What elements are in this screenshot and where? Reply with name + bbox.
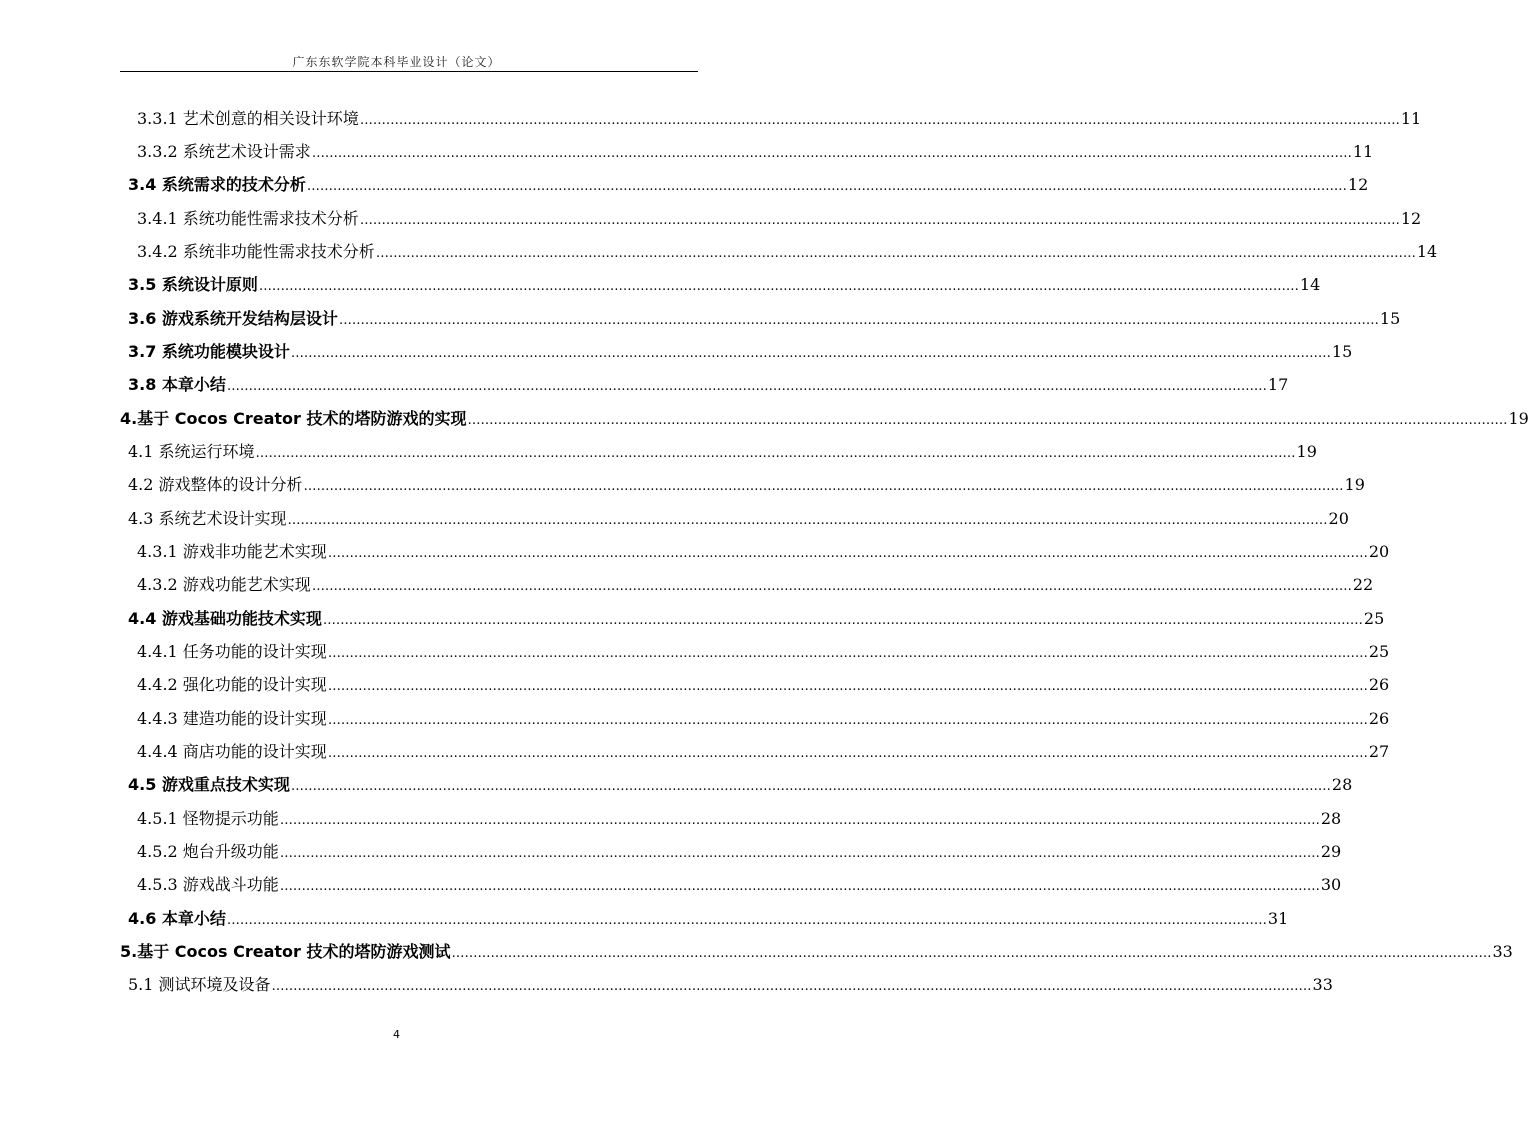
toc-entry[interactable] [128, 606, 1385, 630]
toc-leader-dots: …………………………………………………………………………………………………………………………………………………………………………………………………………………… [311, 146, 1352, 161]
toc-entry-label: 4.基于 Cocos Creator 技术的塔防游戏的实现 [120, 409, 467, 428]
toc-entry-page: 11 [1352, 142, 1374, 161]
toc-entry-page: 22 [1352, 575, 1374, 594]
toc-leader-dots: …………………………………………………………………………………………………………………………………………………………………………………………………………………… [303, 479, 1344, 494]
toc-leader-dots: …………………………………………………………………………………………………………………………………………………………………………………………………………………… [290, 346, 1331, 361]
toc-entry[interactable] [137, 106, 1422, 130]
toc-entry[interactable] [137, 139, 1374, 163]
toc-entry-page: 28 [1331, 775, 1353, 794]
toc-entry-page: 28 [1320, 809, 1342, 828]
toc-leader-dots: …………………………………………………………………………………………………………………………………………………………………………………………………………………… [290, 779, 1331, 794]
toc-entry-label: 4.5.3 游戏战斗功能 [137, 875, 279, 894]
toc-entry-page: 20 [1368, 542, 1390, 561]
toc-leader-dots: …………………………………………………………………………………………………………………………………………………………………………………………………………………… [271, 979, 1312, 994]
toc-entry-label: 3.3.1 艺术创意的相关设计环境 [137, 109, 359, 128]
toc-entry[interactable] [137, 839, 1342, 863]
toc-entry-page: 17 [1267, 375, 1289, 394]
toc-entry-page: 19 [1508, 409, 1529, 428]
toc-entry[interactable] [137, 706, 1390, 730]
toc-entry[interactable] [128, 339, 1353, 363]
toc-entry-page: 12 [1347, 175, 1369, 194]
toc-entry-label: 3.6 游戏系统开发结构层设计 [128, 309, 338, 328]
toc-entry-label: 4.5 游戏重点技术实现 [128, 775, 290, 794]
toc-leader-dots: …………………………………………………………………………………………………………………………………………………………………………………………………………………… [226, 913, 1267, 928]
toc-entry-page: 20 [1328, 509, 1349, 528]
toc-entry-page: 19 [1296, 442, 1317, 461]
toc-entry-page: 27 [1368, 742, 1390, 761]
toc-leader-dots: …………………………………………………………………………………………………………………………………………………………………………………………………………………… [226, 379, 1267, 394]
toc-entry[interactable] [128, 439, 1317, 463]
toc-entry-page: 33 [1492, 942, 1513, 961]
toc-entry-label: 4.3.1 游戏非功能艺术实现 [137, 542, 327, 561]
toc-entry-label: 4.6 本章小结 [128, 909, 226, 928]
toc-entry-page: 26 [1368, 709, 1390, 728]
toc-leader-dots: …………………………………………………………………………………………………………………………………………………………………………………………………………………… [359, 213, 1400, 228]
toc-entry-label: 4.4.2 强化功能的设计实现 [137, 675, 327, 694]
toc-leader-dots: …………………………………………………………………………………………………………………………………………………………………………………………………………………… [375, 246, 1416, 261]
toc-entry-label: 3.8 本章小结 [128, 375, 226, 394]
toc-entry-label: 5.基于 Cocos Creator 技术的塔防游戏测试 [120, 942, 451, 961]
page-header: 广东东软学院本科毕业设计（论文） [292, 55, 501, 69]
toc-leader-dots: …………………………………………………………………………………………………………………………………………………………………………………………………………………… [338, 313, 1379, 328]
toc-entry-label: 3.7 系统功能模块设计 [128, 342, 290, 361]
toc-entry-page: 15 [1331, 342, 1353, 361]
toc-entry-label: 3.4.2 系统非功能性需求技术分析 [137, 242, 375, 261]
toc-leader-dots: …………………………………………………………………………………………………………………………………………………………………………………………………………………… [327, 646, 1368, 661]
toc-entry-label: 3.5 系统设计原则 [128, 275, 258, 294]
toc-entry-page: 29 [1320, 842, 1342, 861]
toc-leader-dots: …………………………………………………………………………………………………………………………………………………………………………………………………………………… [287, 513, 1328, 528]
toc-entry-label: 3.3.2 系统艺术设计需求 [137, 142, 311, 161]
toc-entry[interactable] [128, 906, 1289, 930]
toc-entry-page: 14 [1299, 275, 1321, 294]
toc-entry[interactable] [128, 306, 1401, 330]
toc-entry-label: 4.5.2 炮台升级功能 [137, 842, 279, 861]
toc-entry-page: 25 [1368, 642, 1390, 661]
toc-leader-dots: …………………………………………………………………………………………………………………………………………………………………………………………………………………… [322, 613, 1363, 628]
toc-entry-page: 30 [1320, 875, 1342, 894]
toc-entry-label: 4.4.3 建造功能的设计实现 [137, 709, 327, 728]
toc-entry-label: 4.5.1 怪物提示功能 [137, 809, 279, 828]
toc-entry-label: 5.1 测试环境及设备 [128, 975, 271, 994]
toc-leader-dots: …………………………………………………………………………………………………………………………………………………………………………………………………………………… [311, 579, 1352, 594]
toc-leader-dots: …………………………………………………………………………………………………………………………………………………………………………………………………………………… [258, 279, 1299, 294]
toc-entry-label: 4.4 游戏基础功能技术实现 [128, 609, 322, 628]
toc-leader-dots: …………………………………………………………………………………………………………………………………………………………………………………………………………………… [359, 113, 1400, 128]
toc-entry[interactable] [137, 806, 1342, 830]
toc-leader-dots: …………………………………………………………………………………………………………………………………………………………………………………………………………………… [327, 746, 1368, 761]
toc-entry[interactable] [137, 539, 1390, 563]
toc-entry[interactable] [128, 472, 1365, 496]
toc-entry-page: 33 [1312, 975, 1333, 994]
toc-entry[interactable] [137, 739, 1390, 763]
toc-entry[interactable] [137, 672, 1390, 696]
toc-entry-label: 4.3 系统艺术设计实现 [128, 509, 287, 528]
toc-entry[interactable] [137, 872, 1342, 896]
toc-entry-page: 31 [1267, 909, 1289, 928]
toc-entry-page: 25 [1363, 609, 1385, 628]
toc-leader-dots: …………………………………………………………………………………………………………………………………………………………………………………………………………………… [327, 713, 1368, 728]
toc-entry-page: 15 [1379, 309, 1401, 328]
toc-leader-dots: …………………………………………………………………………………………………………………………………………………………………………………………………………………… [279, 846, 1320, 861]
toc-entry-page: 11 [1400, 109, 1422, 128]
header-divider [120, 71, 698, 72]
toc-entry-label: 4.1 系统运行环境 [128, 442, 255, 461]
toc-entry[interactable] [137, 639, 1390, 663]
toc-entry[interactable] [137, 206, 1422, 230]
toc-leader-dots: …………………………………………………………………………………………………………………………………………………………………………………………………………………… [279, 813, 1320, 828]
toc-leader-dots: …………………………………………………………………………………………………………………………………………………………………………………………………………………… [467, 413, 1508, 428]
toc-entry-page: 12 [1400, 209, 1422, 228]
page-number: 4 [393, 1028, 400, 1041]
toc-leader-dots: …………………………………………………………………………………………………………………………………………………………………………………………………………………… [306, 179, 1347, 194]
toc-leader-dots: …………………………………………………………………………………………………………………………………………………………………………………………………………………… [327, 546, 1368, 561]
toc-entry[interactable] [120, 939, 1513, 963]
toc-entry-label: 3.4 系统需求的技术分析 [128, 175, 306, 194]
toc-entry[interactable] [128, 506, 1349, 530]
toc-entry[interactable] [120, 406, 1529, 430]
toc-entry[interactable] [128, 772, 1353, 796]
toc-entry[interactable] [128, 272, 1321, 296]
toc-leader-dots: …………………………………………………………………………………………………………………………………………………………………………………………………………………… [451, 946, 1492, 961]
toc-entry-label: 3.4.1 系统功能性需求技术分析 [137, 209, 359, 228]
toc-entry-page: 26 [1368, 675, 1390, 694]
toc-leader-dots: …………………………………………………………………………………………………………………………………………………………………………………………………………………… [279, 879, 1320, 894]
toc-entry[interactable] [137, 572, 1374, 596]
toc-entry-page: 19 [1344, 475, 1365, 494]
toc-leader-dots: …………………………………………………………………………………………………………………………………………………………………………………………………………………… [255, 446, 1296, 461]
toc-entry[interactable] [128, 972, 1333, 996]
toc-entry-page: 14 [1416, 242, 1438, 261]
toc-entry[interactable] [137, 239, 1438, 263]
toc-entry-label: 4.4.4 商店功能的设计实现 [137, 742, 327, 761]
toc-entry-label: 4.2 游戏整体的设计分析 [128, 475, 303, 494]
toc-entry[interactable] [128, 172, 1369, 196]
toc-entry-label: 4.3.2 游戏功能艺术实现 [137, 575, 311, 594]
toc-entry[interactable] [128, 372, 1289, 396]
toc-leader-dots: …………………………………………………………………………………………………………………………………………………………………………………………………………………… [327, 679, 1368, 694]
toc-entry-label: 4.4.1 任务功能的设计实现 [137, 642, 327, 661]
